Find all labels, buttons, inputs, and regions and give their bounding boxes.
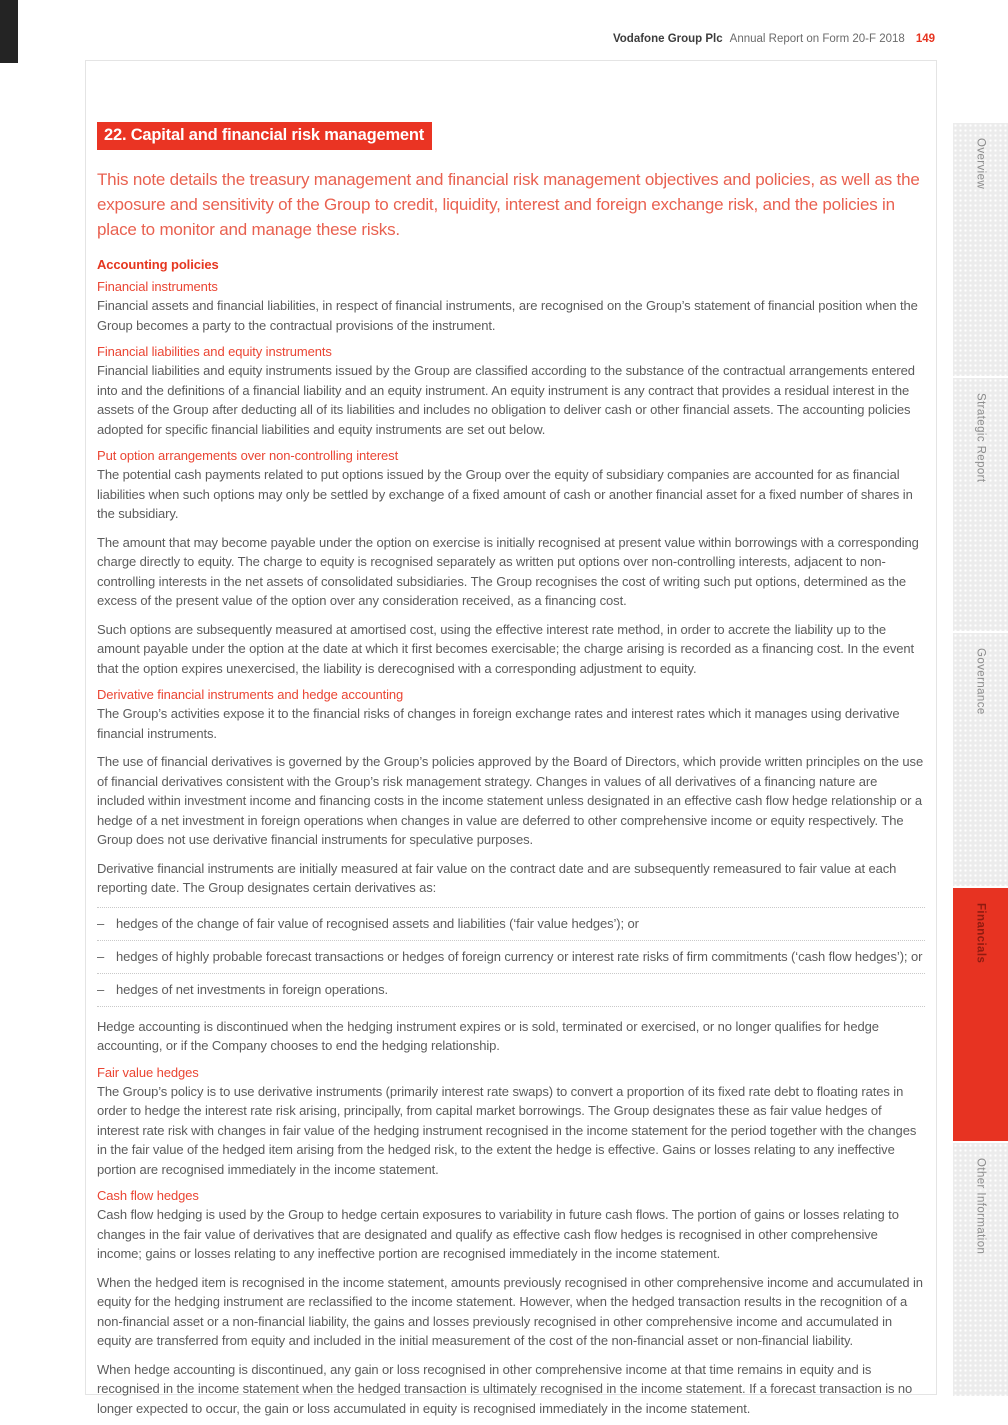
- paragraph: Derivative financial instruments are initially measured at fair value on the contract date and are subsequently remeasured to fair value at each reporting date. The Group designates certain derivatives as:: [97, 860, 897, 895]
- section-financial-instruments: [97, 279, 925, 335]
- list-item-text: hedges of net investments in foreign operations.: [116, 981, 388, 997]
- note-intro: This note details the treasury management and financial risk management objectives and policies, as well as the exposure and sensitivity of the Group to credit, liquidity, interest and foreign exchange risk, and the policies in place to monitor and manage these risks.: [97, 170, 920, 239]
- section-subhead: Cash flow hedges: [97, 1188, 199, 1203]
- section-subhead: Financial liabilities and equity instruments: [97, 344, 332, 359]
- report-title: Annual Report on Form 20-F 2018: [729, 33, 905, 45]
- content-frame: [85, 60, 937, 1416]
- tab-label: Governance: [974, 648, 987, 715]
- section-subhead: Fair value hedges: [97, 1064, 199, 1080]
- paragraph: Hedge accounting is discontinued when the hedging instrument expires or is sold, terminated or exercised, or no longer qualifies for hedge accounting, or if the Company chooses to end the hedging relationship.: [97, 1018, 879, 1053]
- page-header: [613, 33, 935, 45]
- list-dash: –: [97, 948, 105, 964]
- tab-strategic-report: [953, 378, 1008, 633]
- paragraph: The amount that may become payable under the option on exercise is initially recognised at present value within borrowings with a corresponding charge directly to equity. The charge to equity is recognised separately as written put options over non-controlling interests, adjacent to non-controlling interests in the net assets of consolidated subsidiaries. The Group recognises the cost of writing such put options, determined as the excess of the present value of the option over any consideration received, as a financing cost.: [97, 534, 919, 608]
- accounting-policies-heading: Accounting policies: [97, 257, 219, 272]
- list-dash: –: [97, 981, 105, 997]
- section-subhead: Financial instruments: [97, 279, 218, 294]
- list-item: [97, 908, 925, 941]
- tab-governance: [953, 633, 1008, 888]
- section-derivatives-hedge-accounting: [97, 687, 925, 1056]
- brand-name: Vodafone Group Plc: [612, 33, 723, 45]
- section-put-option-arrangements: [97, 448, 925, 678]
- paragraph: When the hedged item is recognised in the income statement, amounts previously recognised in other comprehensive income and accumulated in equity for the hedging instrument are reclassified to the income statement. However, when the hedged transaction results in the recognition of a non-financial asset or a non-financial liability, the gains and losses previously recognised in other comprehensive income and accumulated in equity are transferred from equity and included in the initial measurement of the cost of the non-financial asset or non-financial liability.: [97, 1274, 923, 1348]
- paragraph: The use of financial derivatives is governed by the Group’s policies approved by the Board of Directors, which provide written principles on the use of financial derivatives consistent with the Group’s risk management strategy. Changes in values of all derivatives of a financing nature are included within investment income and financing costs in the income statement unless designated in an effective cash flow hedge relationship or a hedge of a net investment in foreign operations when changes in value are deferred to other comprehensive income or equity respectively. The Group does not use derivative financial instruments for speculative purposes.: [97, 754, 924, 847]
- paragraph: When hedge accounting is discontinued, any gain or loss recognised in other comprehensive income at that time remains in equity and is recognised in the income statement when the hedged transaction is ultimately recognised in the income statement. If a forecast transaction is no longer expected to occur, the gain or loss accumulated in equity is recognised immediately in the income statement.: [97, 1361, 913, 1416]
- list-item: [97, 974, 925, 1007]
- hedge-types-list: [97, 907, 925, 1007]
- paragraph: The Group’s activities expose it to the financial risks of changes in foreign exchange rates and interest rates which it manages using derivative financial instruments.: [97, 706, 900, 741]
- paragraph: Cash flow hedging is used by the Group to hedge certain exposures to variability in future cash flows. The portion of gains or losses relating to changes in the fair value of derivatives that are designated and qualify as effective cash flow hedges is recognised in other comprehensive income; gains or losses relating to any ineffective portion are recognised immediately in the income statement.: [97, 1207, 899, 1261]
- paragraph: Financial assets and financial liabilities, in respect of financial instruments, are recognised on the Group’s statement of financial position when the Group becomes a party to the contractual provisions of the instrument.: [97, 298, 918, 333]
- page-corner-mark: [0, 0, 18, 63]
- list-item-text: hedges of the change of fair value of recognised assets and liabilities (‘fair value hedges’); or: [116, 915, 639, 931]
- report-section-tabs: [953, 123, 1008, 1398]
- tab-label: Other Information: [974, 1158, 987, 1255]
- section-subhead: Put option arrangements over non-controlling interest: [97, 448, 399, 463]
- list-item-text: hedges of highly probable forecast transactions or hedges of foreign currency or interest rate risks of firm commitments (‘cash flow hedges’); or: [116, 948, 923, 964]
- section-cash-flow-hedges: [97, 1188, 925, 1418]
- section-subhead: Derivative financial instruments and hedge accounting: [97, 687, 404, 702]
- tab-other-information: [953, 1143, 1008, 1398]
- page-number: 149: [915, 33, 935, 45]
- tab-label: Strategic Report: [974, 393, 987, 483]
- list-item: [97, 941, 925, 974]
- note-title-banner: [97, 122, 432, 150]
- section-financial-liabilities: [97, 344, 925, 439]
- tab-label: Financials: [974, 903, 987, 964]
- section-fair-value-hedges: [97, 1065, 925, 1180]
- tab-overview: [953, 123, 1008, 378]
- paragraph: The potential cash payments related to put options issued by the Group over the equity of subsidiary companies are accounted for as financial liabilities when such options may only be settled by exchange of a fixed amount of cash or another financial asset for a fixed number of shares in the subsidiary.: [97, 467, 913, 521]
- note-title: 22. Capital and financial risk management: [104, 126, 425, 144]
- tab-label: Overview: [974, 138, 987, 190]
- list-dash: –: [97, 915, 105, 931]
- paragraph: The Group’s policy is to use derivative instruments (primarily interest rate swaps) to convert a proportion of its fixed rate debt to floating rates in order to hedge the interest rate risk arising, principally, from capital market borrowings. The Group designates these as fair value hedges of interest rate risk with changes in fair value of the hedging instrument recognised in the income statement for the period together with the changes in the fair value of the hedged item arising from the hedged risk, to the extent the hedge is effective. Gains or losses relating to any ineffective portion are recognised immediately in the income statement.: [97, 1083, 917, 1177]
- paragraph: Such options are subsequently measured at amortised cost, using the effective interest rate method, in order to accrete the liability up to the amount payable under the option at the date at which it first becomes exercisable; the charge arising is recorded as a financing cost. In the event that the option expires unexercised, the liability is derecognised with a corresponding adjustment to equity.: [97, 621, 915, 676]
- tab-financials: [953, 888, 1008, 1143]
- paragraph: Financial liabilities and equity instruments issued by the Group are classified according to the substance of the contractual arrangements entered into and the definitions of a financial liability and an equity instrument. An equity instrument is any contract that provides a residual interest in the assets of the Group after deducting all of its liabilities and includes no obligation to deliver cash or other financial assets. The accounting policies adopted for specific financial liabilities and equity instruments are set out below.: [97, 363, 915, 437]
